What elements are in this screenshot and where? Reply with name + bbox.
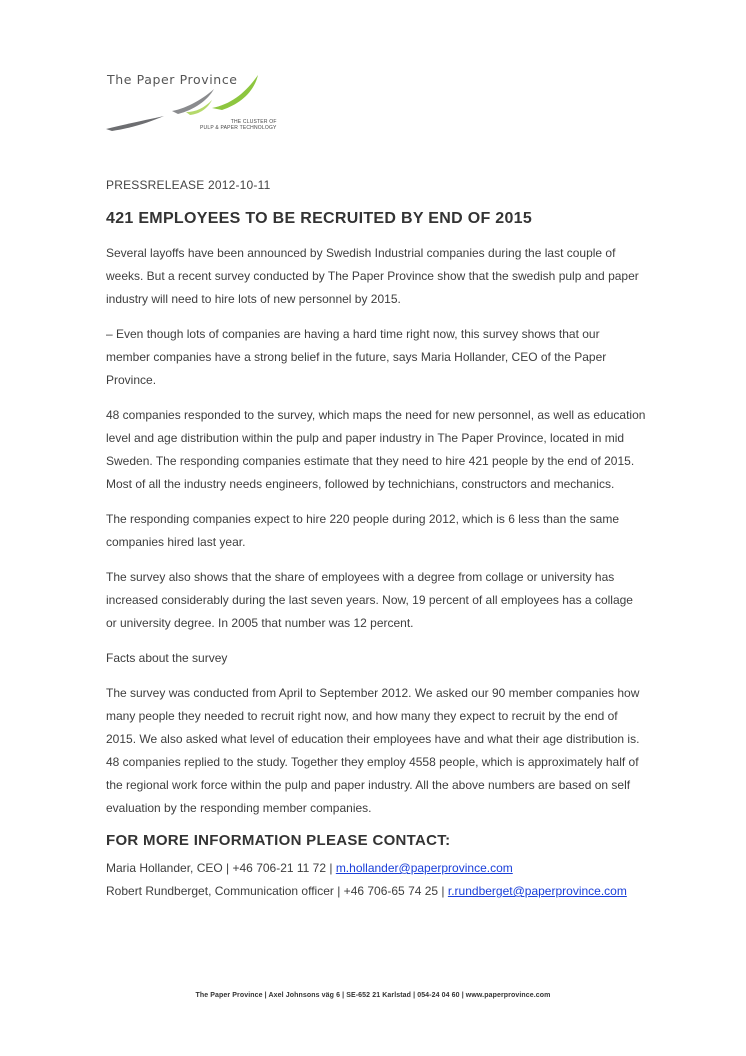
logo-wordmark: The Paper Province: [107, 72, 238, 87]
gray-swoosh-bottom-icon: [106, 116, 164, 131]
contact-details: Robert Rundberget, Communication officer | +46 706-65 74 25 |: [106, 884, 448, 898]
paragraph-education-share: The survey also shows that the share of employees with a degree from collage or university has increased considerably during the last seven years. Now, 19 percent of all employees has a collage or university degree. In 2005 that number was 12 percent.: [106, 570, 633, 630]
paragraph-quote: – Even though lots of companies are having a hard time right now, this survey shows that our member companies have a strong belief in the future, says Maria Hollander, CEO of the Paper Province.: [106, 327, 607, 387]
email-link[interactable]: m.hollander@paperprovince.com: [335, 861, 513, 875]
section-label-facts: Facts about the survey: [106, 651, 228, 665]
email-link[interactable]: r.rundberget@paperprovince.com: [447, 884, 627, 898]
press-release-content: [106, 178, 646, 903]
logo-tagline: [200, 119, 277, 131]
paragraph-intro: Several layoffs have been announced by Swedish Industrial companies during the last couple of weeks. But a recent survey conducted by The Paper Province show that the swedish pulp and paper industry will need to hire lots of new personnel by 2015.: [106, 246, 639, 306]
paragraph-hiring-2012: The responding companies expect to hire 220 people during 2012, which is 6 less than the same companies hired last year.: [106, 512, 619, 549]
contact-heading: FOR MORE INFORMATION PLEASE CONTACT:: [106, 832, 451, 849]
logo-tagline-line1: THE CLUSTER OF: [230, 119, 277, 125]
page-footer: The Paper Province | Axel Johnsons väg 6 | SE-652 21 Karlstad | 054-24 04 60 | www.paperprovince.com: [195, 992, 551, 999]
contact-details: Maria Hollander, CEO | +46 706-21 11 72 |: [106, 861, 336, 875]
page-title: 421 EMPLOYEES TO BE RECRUITED BY END OF 2015: [106, 210, 533, 227]
contact-line-ceo: [106, 857, 646, 880]
paragraph-survey-facts: The survey was conducted from April to September 2012. We asked our 90 member companies how many people they needed to recruit right now, and how many they expect to recruit by the end of 2015. We also asked what level of education their employees have and what their age distribution is. 48 companies replied to the study. Together they employ 4558 people, which is approximately half of the regional work force within the pulp and paper industry. All the above numbers are based on self evaluation by the responding member companies.: [106, 686, 640, 815]
logo-tagline-line2: PULP & PAPER TECHNOLOGY: [200, 125, 277, 131]
release-date: PRESSRELEASE 2012-10-11: [106, 178, 271, 192]
contact-line-communication: [106, 880, 646, 903]
paragraph-survey-results: 48 companies responded to the survey, which maps the need for new personnel, as well as education level and age distribution within the pulp and paper industry in The Paper Province, located in mid Sweden. The responding companies estimate that they need to hire 421 people by the end of 2015. Most of all the industry needs engineers, followed by technichians, constructors and mechanics.: [106, 408, 646, 491]
gray-swoosh-top-icon: [172, 89, 214, 114]
company-logo: [104, 70, 277, 140]
